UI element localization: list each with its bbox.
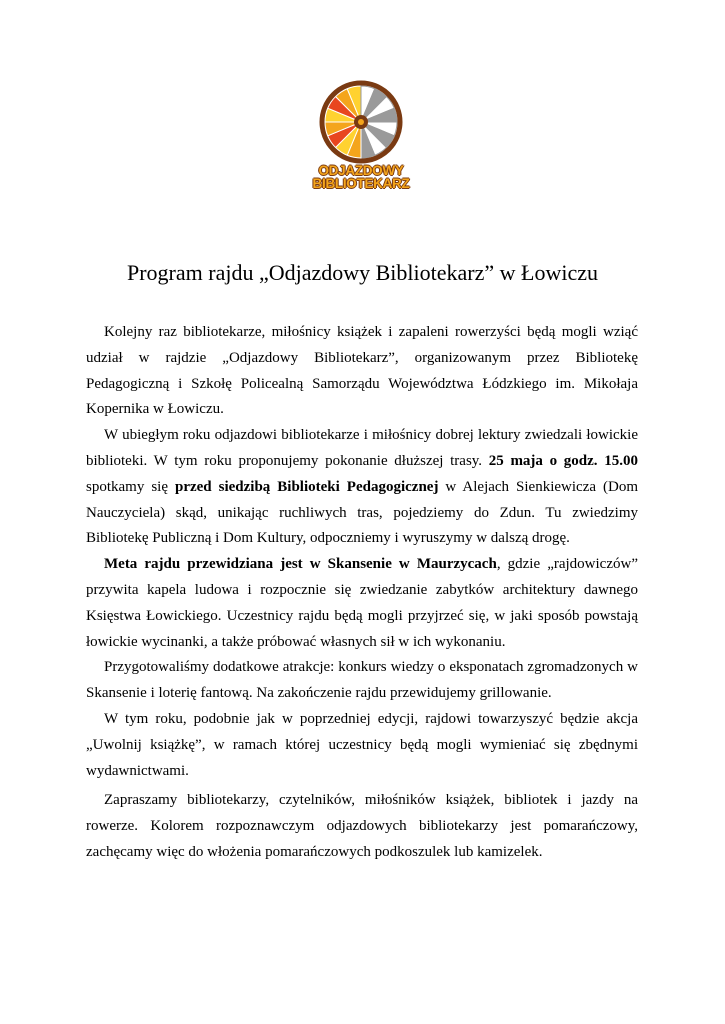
odjazdowy-bibliotekarz-logo [311,80,411,200]
page-title: Program rajdu „Odjazdowy Bibliotekarz” w Łowiczu [126,260,598,285]
paragraph-3: Meta rajdu przewidziana jest w Skansenie w Maurzycach, gdzie „rajdowiczów” przywita kapela ludowa i rozpocznie się zwiedzanie zabytków architektury dawnego Księstwa Łowickiego. Uczestnicy rajdu będą mogli przyjrzeć się, w jaki sposób powstają łowickie wycinanki, a także próbować własnych sił w ich wykonaniu. [86,556,638,650]
paragraph-1: Kolejny raz bibliotekarze, miłośnicy książek i zapaleni rowerzyści będą mogli wziąć udział w rajdzie „Odjazdowy Bibliotekarz”, organizowanym przez Bibliotekę Pedagogiczną i Szkołę Policealną Samorządu Województwa Łódzkiego im. Mikołaja Kopernika w Łowiczu. [86,324,638,418]
paragraph-4: Przygotowaliśmy dodatkowe atrakcje: konkurs wiedzy o eksponatach zgromadzonych w Skansenie i loterię fantową. Na zakończenie rajdu przewidujemy grillowanie. [86,659,638,702]
logo-text-line1: ODJAZDOWY [318,163,404,178]
paragraph-6: Zapraszamy bibliotekarzy, czytelników, miłośników książek, bibliotek i jazdy na rowerze. Kolorem rozpoznawczym odjazdowych bibliotekarzy jest pomarańczowy, zachęcamy więc do włożenia pomarańczowych podkoszulek lub kamizelek. [86,792,638,860]
meeting-place-highlight: przed siedzibą Biblioteki Pedagogicznej [174,478,439,495]
paragraph-2: W ubiegłym roku odjazdowi bibliotekarze i miłośnicy dobrej lektury zwiedzali łowickie biblioteki. W tym roku proponujemy pokonanie dłuższej trasy. 25 maja o godz. 15.00 spotkamy się przed siedzibą Biblioteki Pedagogicznej w Alejach Sienkiewicza (Dom Nauczyciela) skąd, unikając ruchliwych tras, pojedziemy do Zdun. Tu zwiedzimy Bibliotekę Publiczną i Dom Kultury, odpoczniemy i wyruszymy w dalszą drogę. [86,427,639,547]
document-body [86,320,638,866]
wheel-hub-center-shape [358,119,364,125]
bicycle-wheel-book-icon [311,80,411,164]
paragraph-5: W tym roku, podobnie jak w poprzedniej edycji, rajdowi towarzyszyć będzie akcja „Uwolnij książkę”, w ramach której uczestnicy będą mogli wymieniać się zbędnymi wydawnictwami. [86,710,638,779]
finish-place-highlight: Meta rajdu przewidziana jest w Skansenie w Maurzycach [104,556,497,573]
logo-text-line2: BIBLIOTEKARZ [312,176,410,191]
date-time-highlight: 25 maja o godz. 15.00 [488,452,638,469]
